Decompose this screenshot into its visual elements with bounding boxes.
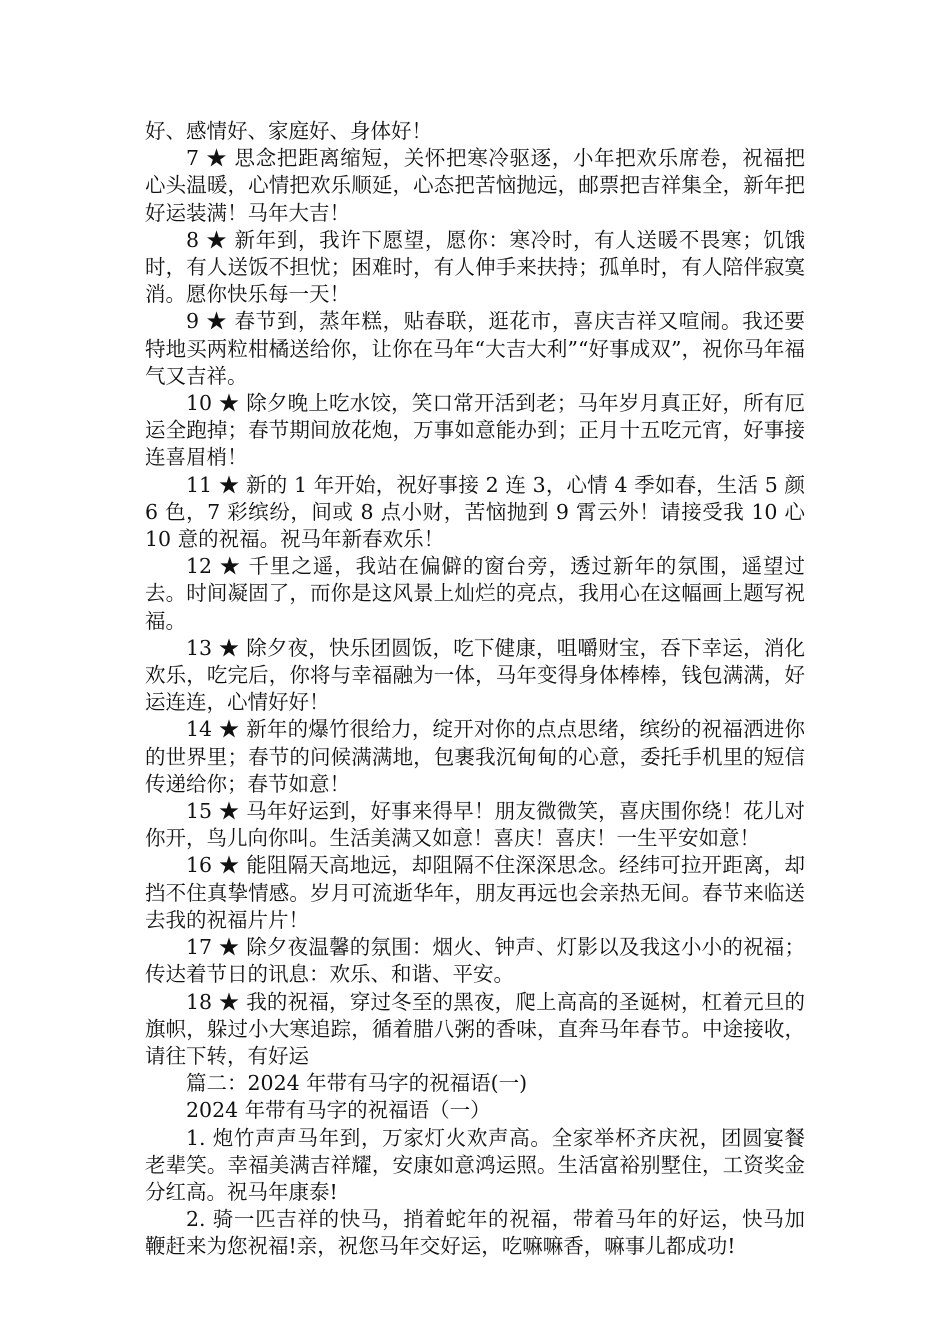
wish-item-2024-1: 1. 炮竹声声马年到，万家灯火欢声高。全家举杯齐庆祝，团圆宴餐老辈笑。幸福美满吉祥耀，安康如意鸿运照。生活富裕别墅住，工资奖金分红高。祝马年康泰!	[145, 1125, 805, 1204]
wish-item-13: 13 ★ 除夕夜，快乐团圆饭，吃下健康，咀嚼财宝，吞下幸运，消化欢乐，吃完后，你将与幸福融为一体，马年变得身体棒棒，钱包满满，好运连连，心情好好！	[145, 635, 805, 715]
wish-item-2024-2: 2. 骑一匹吉祥的快马，捎着蛇年的祝福，带着马年的好运，快马加鞭赶来为您祝福!亲，祝您马年交好运，吃嘛嘛香，嘛事儿都成功!	[145, 1207, 805, 1259]
wish-item-10: 10 ★ 除夕晚上吃水饺，笑口常开活到老；马年岁月真正好，所有厄运全跑掉；春节期间放花炮，万事如意能办到；正月十五吃元宵，好事接连喜眉梢！	[145, 391, 805, 470]
wish-item-7: 7 ★ 思念把距离缩短，关怀把寒冷驱逐，小年把欢乐席卷，祝福把心头温暖，心情把欢乐顺延，心态把苦恼抛远，邮票把吉祥集全，新年把好运装满！马年大吉！	[145, 146, 805, 225]
wish-item-18: 18 ★ 我的祝福，穿过冬至的黑夜，爬上高高的圣诞树，杠着元旦的旗帜，躲过小大寒追踪，循着腊八粥的香味，直奔马年春节。中途接收，请往下转，有好运	[145, 989, 805, 1068]
wish-item-16: 16 ★ 能阻隔天高地远，却阻隔不住深深思念。经纬可拉开距离，却挡不住真挚情感。岁月可流逝华年，朋友再远也会亲热无间。春节来临送去我的祝福片片！	[145, 853, 805, 932]
wish-item-9: 9 ★ 春节到，蒸年糕，贴春联，逛花市，喜庆吉祥又喧闹。我还要特地买两粒柑橘送给你，让你在马年“大吉大利”“好事成双”，祝你马年福气又吉祥。	[145, 309, 805, 388]
document-page	[145, 118, 805, 1261]
section-title: 篇二：2024 年带有马字的祝福语(一)	[186, 1071, 528, 1096]
wish-item-15: 15 ★ 马年好运到，好事来得早！朋友微微笑，喜庆围你绕！花儿对你开，鸟儿向你叫。生活美满又如意！喜庆！喜庆！一生平安如意！	[145, 799, 805, 851]
wish-item-14: 14 ★ 新年的爆竹很给力，绽开对你的点点思绪，缤纷的祝福洒进你的世界里；春节的问候满满地，包裹我沉甸甸的心意，委托手机里的短信传递给你；春节如意！	[145, 717, 805, 796]
paragraph-continuation: 好、感情好、家庭好、身体好！	[145, 119, 432, 143]
wish-item-17: 17 ★ 除夕夜温馨的氛围：烟火、钟声、灯影以及我这小小的祝福；传达着节日的讯息：欢乐、和谐、平安。	[145, 935, 805, 987]
wish-item-11: 11 ★ 新的 1 年开始，祝好事接 2 连 3，心情 4 季如春，生活 5 颜 6 色，7 彩缤纷，间或 8 点小财，苦恼抛到 9 霄云外！请接受我 10 心 10 意的祝福。祝马年新春欢乐！	[145, 472, 805, 552]
wish-item-12: 12 ★ 千里之遥，我站在偏僻的窗台旁，透过新年的氛围，遥望过去。时间凝固了，而你是这风景上灿烂的亮点，我用心在这幅画上题写祝福。	[145, 554, 805, 633]
wish-item-8: 8 ★ 新年到，我许下愿望，愿你：寒冷时，有人送暖不畏寒；饥饿时，有人送饭不担忧；困难时，有人伸手来扶持；孤单时，有人陪伴寂寞消。愿你快乐每一天！	[145, 227, 805, 307]
sub-title: 2024 年带有马字的祝福语（一）	[186, 1098, 491, 1123]
